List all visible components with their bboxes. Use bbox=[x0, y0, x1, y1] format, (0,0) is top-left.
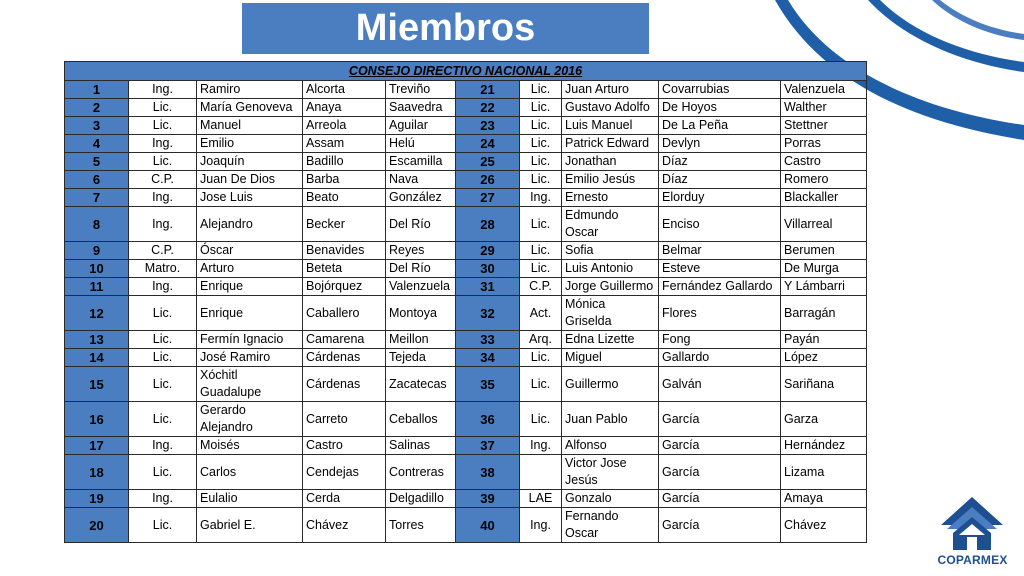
member-first-name: Jonathan bbox=[562, 153, 659, 171]
member-title: Lic. bbox=[129, 402, 197, 437]
member-title: Lic. bbox=[129, 455, 197, 490]
member-number: 21 bbox=[456, 81, 520, 99]
member-surname-2: Nava bbox=[386, 171, 456, 189]
member-surname-1: García bbox=[659, 490, 781, 508]
member-surname-1: Barba bbox=[303, 171, 386, 189]
member-surname-2: Helú bbox=[386, 135, 456, 153]
member-number: 7 bbox=[65, 189, 129, 207]
member-first-name: Alejandro bbox=[197, 207, 303, 242]
member-surname-1: Castro bbox=[303, 437, 386, 455]
member-number: 6 bbox=[65, 171, 129, 189]
member-surname-2: Reyes bbox=[386, 242, 456, 260]
member-title bbox=[520, 455, 562, 490]
member-title: Matro. bbox=[129, 260, 197, 278]
member-first-name: Luis Antonio bbox=[562, 260, 659, 278]
member-title: Ing. bbox=[129, 135, 197, 153]
member-surname-1: Esteve bbox=[659, 260, 781, 278]
member-first-name: José Ramiro bbox=[197, 349, 303, 367]
member-title: Lic. bbox=[520, 99, 562, 117]
table-row bbox=[65, 278, 867, 296]
member-surname-1: Gallardo bbox=[659, 349, 781, 367]
member-title: Ing. bbox=[129, 437, 197, 455]
member-surname-2: Garza bbox=[781, 402, 867, 437]
member-first-name: Gerardo Alejandro bbox=[197, 402, 303, 437]
member-surname-2: De Murga bbox=[781, 260, 867, 278]
member-title: Ing. bbox=[129, 189, 197, 207]
member-surname-1: Alcorta bbox=[303, 81, 386, 99]
member-surname-1: Arreola bbox=[303, 117, 386, 135]
member-number: 27 bbox=[456, 189, 520, 207]
member-surname-1: Benavides bbox=[303, 242, 386, 260]
member-surname-2: Porras bbox=[781, 135, 867, 153]
member-surname-1: Díaz bbox=[659, 171, 781, 189]
member-surname-2: Castro bbox=[781, 153, 867, 171]
member-title: Lic. bbox=[129, 117, 197, 135]
member-surname-1: Beato bbox=[303, 189, 386, 207]
member-first-name: Enrique bbox=[197, 278, 303, 296]
table-row bbox=[65, 367, 867, 402]
member-number: 16 bbox=[65, 402, 129, 437]
member-number: 24 bbox=[456, 135, 520, 153]
member-title: Ing. bbox=[129, 207, 197, 242]
member-number: 4 bbox=[65, 135, 129, 153]
member-surname-1: García bbox=[659, 508, 781, 543]
member-surname-2: Amaya bbox=[781, 490, 867, 508]
member-number: 1 bbox=[65, 81, 129, 99]
member-first-name: Gustavo Adolfo bbox=[562, 99, 659, 117]
member-title: Lic. bbox=[129, 367, 197, 402]
table-row bbox=[65, 437, 867, 455]
table-row bbox=[65, 189, 867, 207]
member-surname-1: Cendejas bbox=[303, 455, 386, 490]
table-row bbox=[65, 242, 867, 260]
member-surname-2: Saavedra bbox=[386, 99, 456, 117]
member-surname-2: Tejeda bbox=[386, 349, 456, 367]
member-title: Lic. bbox=[520, 349, 562, 367]
member-first-name: Fermín Ignacio bbox=[197, 331, 303, 349]
member-title: Arq. bbox=[520, 331, 562, 349]
member-surname-1: Cárdenas bbox=[303, 367, 386, 402]
member-surname-1: Cárdenas bbox=[303, 349, 386, 367]
member-surname-1: Galván bbox=[659, 367, 781, 402]
member-title: Lic. bbox=[520, 402, 562, 437]
table-row bbox=[65, 296, 867, 331]
member-first-name: Jose Luis bbox=[197, 189, 303, 207]
member-first-name: Jorge Guillermo bbox=[562, 278, 659, 296]
member-number: 18 bbox=[65, 455, 129, 490]
logo-text: COPARMEX bbox=[937, 553, 1008, 567]
table-row bbox=[65, 455, 867, 490]
member-title: C.P. bbox=[520, 278, 562, 296]
member-surname-2: Y Lámbarri bbox=[781, 278, 867, 296]
member-title: LAE bbox=[520, 490, 562, 508]
member-surname-2: Stettner bbox=[781, 117, 867, 135]
member-title: C.P. bbox=[129, 171, 197, 189]
logo-mark-icon bbox=[925, 495, 1020, 553]
member-number: 10 bbox=[65, 260, 129, 278]
member-number: 23 bbox=[456, 117, 520, 135]
table-row bbox=[65, 99, 867, 117]
member-number: 25 bbox=[456, 153, 520, 171]
table-row bbox=[65, 135, 867, 153]
member-first-name: Eulalio bbox=[197, 490, 303, 508]
member-first-name: Manuel bbox=[197, 117, 303, 135]
table-row bbox=[65, 117, 867, 135]
member-number: 33 bbox=[456, 331, 520, 349]
member-title: Lic. bbox=[129, 331, 197, 349]
member-surname-1: Caballero bbox=[303, 296, 386, 331]
member-surname-2: Meillon bbox=[386, 331, 456, 349]
member-title: Lic. bbox=[129, 508, 197, 543]
member-surname-2: Valenzuela bbox=[781, 81, 867, 99]
member-first-name: Edna Lizette bbox=[562, 331, 659, 349]
member-title: Lic. bbox=[520, 171, 562, 189]
table-header-row bbox=[65, 62, 867, 81]
member-surname-2: Romero bbox=[781, 171, 867, 189]
member-number: 38 bbox=[456, 455, 520, 490]
member-surname-2: Ceballos bbox=[386, 402, 456, 437]
table-row bbox=[65, 490, 867, 508]
member-surname-1: García bbox=[659, 437, 781, 455]
member-surname-1: Carreto bbox=[303, 402, 386, 437]
member-first-name: Carlos bbox=[197, 455, 303, 490]
member-title: Lic. bbox=[129, 349, 197, 367]
member-surname-1: Fernández Gallardo bbox=[659, 278, 781, 296]
member-surname-1: Cerda bbox=[303, 490, 386, 508]
member-surname-2: Payán bbox=[781, 331, 867, 349]
table-row bbox=[65, 349, 867, 367]
member-title: C.P. bbox=[129, 242, 197, 260]
member-surname-1: Bojórquez bbox=[303, 278, 386, 296]
member-surname-2: Contreras bbox=[386, 455, 456, 490]
table-row bbox=[65, 171, 867, 189]
table-row bbox=[65, 81, 867, 99]
member-surname-1: Fong bbox=[659, 331, 781, 349]
member-title: Ing. bbox=[129, 81, 197, 99]
member-surname-1: Díaz bbox=[659, 153, 781, 171]
member-surname-1: Devlyn bbox=[659, 135, 781, 153]
member-surname-2: Valenzuela bbox=[386, 278, 456, 296]
member-number: 2 bbox=[65, 99, 129, 117]
member-number: 34 bbox=[456, 349, 520, 367]
member-title: Lic. bbox=[520, 242, 562, 260]
member-first-name: Alfonso bbox=[562, 437, 659, 455]
member-surname-2: Lizama bbox=[781, 455, 867, 490]
member-first-name: Juan De Dios bbox=[197, 171, 303, 189]
member-surname-1: Covarrubias bbox=[659, 81, 781, 99]
member-title: Lic. bbox=[129, 296, 197, 331]
member-first-name: Joaquín bbox=[197, 153, 303, 171]
member-number: 5 bbox=[65, 153, 129, 171]
member-title: Lic. bbox=[520, 135, 562, 153]
member-surname-2: Berumen bbox=[781, 242, 867, 260]
member-number: 30 bbox=[456, 260, 520, 278]
member-title: Ing. bbox=[129, 278, 197, 296]
table-header: CONSEJO DIRECTIVO NACIONAL 2016 bbox=[65, 62, 867, 81]
member-first-name: Óscar bbox=[197, 242, 303, 260]
member-surname-2: Aguilar bbox=[386, 117, 456, 135]
member-first-name: Ernesto bbox=[562, 189, 659, 207]
member-surname-1: Chávez bbox=[303, 508, 386, 543]
member-title: Ing. bbox=[129, 490, 197, 508]
member-surname-2: Montoya bbox=[386, 296, 456, 331]
member-title: Act. bbox=[520, 296, 562, 331]
member-first-name: Sofia bbox=[562, 242, 659, 260]
member-surname-2: Escamilla bbox=[386, 153, 456, 171]
coparmex-logo bbox=[925, 495, 1020, 571]
member-surname-2: Chávez bbox=[781, 508, 867, 543]
member-surname-1: Enciso bbox=[659, 207, 781, 242]
member-title: Lic. bbox=[520, 260, 562, 278]
member-title: Ing. bbox=[520, 437, 562, 455]
member-number: 13 bbox=[65, 331, 129, 349]
member-number: 20 bbox=[65, 508, 129, 543]
member-title: Lic. bbox=[520, 367, 562, 402]
member-first-name: Guillermo bbox=[562, 367, 659, 402]
table-row bbox=[65, 153, 867, 171]
member-number: 3 bbox=[65, 117, 129, 135]
member-first-name: Victor Jose Jesús bbox=[562, 455, 659, 490]
member-number: 9 bbox=[65, 242, 129, 260]
table-row bbox=[65, 402, 867, 437]
member-number: 39 bbox=[456, 490, 520, 508]
member-number: 36 bbox=[456, 402, 520, 437]
member-surname-2: López bbox=[781, 349, 867, 367]
member-first-name: María Genoveva bbox=[197, 99, 303, 117]
member-title: Lic. bbox=[520, 207, 562, 242]
member-surname-2: Villarreal bbox=[781, 207, 867, 242]
member-first-name: Gonzalo bbox=[562, 490, 659, 508]
member-number: 28 bbox=[456, 207, 520, 242]
member-number: 11 bbox=[65, 278, 129, 296]
member-first-name: Arturo bbox=[197, 260, 303, 278]
member-surname-1: Anaya bbox=[303, 99, 386, 117]
member-number: 12 bbox=[65, 296, 129, 331]
member-surname-2: Del Río bbox=[386, 207, 456, 242]
member-surname-1: Beteta bbox=[303, 260, 386, 278]
member-title: Lic. bbox=[520, 81, 562, 99]
member-surname-2: Barragán bbox=[781, 296, 867, 331]
member-number: 37 bbox=[456, 437, 520, 455]
member-surname-2: Delgadillo bbox=[386, 490, 456, 508]
member-first-name: Gabriel E. bbox=[197, 508, 303, 543]
table-row bbox=[65, 260, 867, 278]
member-title: Ing. bbox=[520, 189, 562, 207]
member-title: Lic. bbox=[520, 153, 562, 171]
member-first-name: Patrick Edward bbox=[562, 135, 659, 153]
member-surname-2: Blackaller bbox=[781, 189, 867, 207]
member-number: 14 bbox=[65, 349, 129, 367]
member-number: 15 bbox=[65, 367, 129, 402]
member-number: 40 bbox=[456, 508, 520, 543]
member-title: Lic. bbox=[520, 117, 562, 135]
member-surname-1: Belmar bbox=[659, 242, 781, 260]
member-surname-1: Elorduy bbox=[659, 189, 781, 207]
member-surname-2: Sariñana bbox=[781, 367, 867, 402]
member-surname-1: Assam bbox=[303, 135, 386, 153]
member-first-name: Mónica Griselda bbox=[562, 296, 659, 331]
member-number: 32 bbox=[456, 296, 520, 331]
member-number: 26 bbox=[456, 171, 520, 189]
table-row bbox=[65, 331, 867, 349]
member-first-name: Juan Pablo bbox=[562, 402, 659, 437]
page-title: Miembros bbox=[242, 3, 649, 54]
member-surname-2: Torres bbox=[386, 508, 456, 543]
member-number: 29 bbox=[456, 242, 520, 260]
table-row bbox=[65, 207, 867, 242]
member-first-name: Edmundo Oscar bbox=[562, 207, 659, 242]
member-surname-1: Camarena bbox=[303, 331, 386, 349]
member-number: 17 bbox=[65, 437, 129, 455]
member-title: Ing. bbox=[520, 508, 562, 543]
member-first-name: Emilio bbox=[197, 135, 303, 153]
table-row bbox=[65, 508, 867, 543]
member-first-name: Ramiro bbox=[197, 81, 303, 99]
member-number: 31 bbox=[456, 278, 520, 296]
member-first-name: Luis Manuel bbox=[562, 117, 659, 135]
member-surname-2: Zacatecas bbox=[386, 367, 456, 402]
member-surname-1: Badillo bbox=[303, 153, 386, 171]
member-surname-1: Becker bbox=[303, 207, 386, 242]
member-surname-1: De La Peña bbox=[659, 117, 781, 135]
member-number: 22 bbox=[456, 99, 520, 117]
member-surname-2: Del Río bbox=[386, 260, 456, 278]
member-first-name: Xóchitl Guadalupe bbox=[197, 367, 303, 402]
member-surname-2: Hernández bbox=[781, 437, 867, 455]
member-first-name: Juan Arturo bbox=[562, 81, 659, 99]
member-surname-2: González bbox=[386, 189, 456, 207]
member-number: 35 bbox=[456, 367, 520, 402]
member-surname-1: García bbox=[659, 402, 781, 437]
member-surname-1: De Hoyos bbox=[659, 99, 781, 117]
members-table bbox=[64, 61, 867, 543]
member-first-name: Enrique bbox=[197, 296, 303, 331]
member-surname-2: Salinas bbox=[386, 437, 456, 455]
member-surname-1: Flores bbox=[659, 296, 781, 331]
member-surname-2: Treviño bbox=[386, 81, 456, 99]
member-title: Lic. bbox=[129, 99, 197, 117]
member-surname-2: Walther bbox=[781, 99, 867, 117]
member-first-name: Emilio Jesús bbox=[562, 171, 659, 189]
member-title: Lic. bbox=[129, 153, 197, 171]
member-number: 19 bbox=[65, 490, 129, 508]
member-surname-1: García bbox=[659, 455, 781, 490]
member-number: 8 bbox=[65, 207, 129, 242]
member-first-name: Miguel bbox=[562, 349, 659, 367]
member-first-name: Fernando Oscar bbox=[562, 508, 659, 543]
member-first-name: Moisés bbox=[197, 437, 303, 455]
